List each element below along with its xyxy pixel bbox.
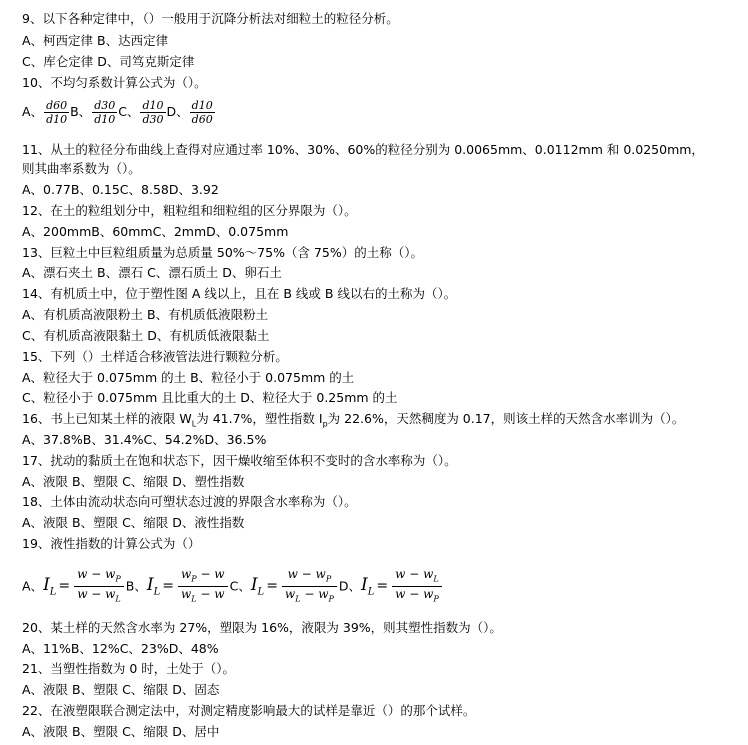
q15-options-1: A、粒径大于 0.075mm 的土 B、粒径小于 0.075mm 的土 [22,370,355,385]
q9-options-1: A、柯西定律 B、达西定律 [22,33,169,48]
q10-label-a: A、 [22,104,44,119]
q19-lhs-a: $I_L$ [43,575,57,598]
question-12: 12、在土的粒组划分中，粗粒组和细粒组的区分界限为（）。 [22,203,357,218]
q14-options-1: A、有机质高液限粉土 B、有机质低液限粉土 [22,307,269,322]
q19-lhs-b: $I_L$ [146,575,161,598]
q19-fraction-d: $\frac{w - w_L}{w - w_P}$ [392,567,442,607]
q19-lhs-d: $I_L$ [361,575,375,598]
q22-options: A、液限 B、塑限 C、缩限 D、居中 [22,724,220,739]
question-11-cont: 则其曲率系数为（）。 [22,161,141,176]
q19-formula-options: A、$I_L$ = $\frac{w - w_P}{w - w_L}$ B、$I_L$ = $\frac{w_P - w}{w_L - w}$ C、$I_L$ = $\frac{w - w_P}{w_L - w_P}$ D、$I_L$ = $\frac{w - w_L}{w - w_P}$ [22,567,444,607]
q18-options: A、液限 B、塑限 C、缩限 D、液性指数 [22,515,245,530]
q9-options-2: C、库仑定律 D、司笃克斯定律 [22,54,195,69]
q10-label-b: B、 [70,104,92,119]
q19-fraction-c: $\frac{w - w_P}{w_L - w_P}$ [282,567,337,607]
question-14: 14、有机质土中，位于塑性图 A 线以上，且在 B 线或 B 线以右的土称为（）。 [22,286,457,301]
q20-options: A、11%B、12%C、23%D、48% [22,641,219,656]
question-20: 20、某土样的天然含水率为 27%，塑限为 16%，液限为 39%，则其塑性指数为（）。 [22,620,502,635]
q19-lhs-c: $I_L$ [250,575,265,598]
question-21: 21、当塑性指数为 0 时，土处于（）。 [22,661,236,676]
question-10: 10、不均匀系数计算公式为（）。 [22,75,207,90]
q16-options: A、37.8%B、31.4%C、54.2%D、36.5% [22,432,267,447]
q10-label-d: D、 [166,104,189,119]
question-15: 15、下列（）土样适合移液管法进行颗粒分析。 [22,349,288,364]
question-22: 22、在液塑限联合测定法中，对测定精度影响最大的试样是靠近（）的那个试样。 [22,703,476,718]
q19-fraction-a: $\frac{w - w_P}{w - w_L}$ [74,567,124,607]
question-11: 11、从土的粒径分布曲线上查得对应通过率 10%、30%、60%的粒径分别为 0.0065mm、0.0112mm 和 0.0250mm， [22,142,704,157]
question-18: 18、土体由流动状态向可塑状态过渡的界限含水率称为（）。 [22,494,357,509]
q11-options: A、0.77B、0.15C、8.58D、3.92 [22,182,219,197]
q10-fraction-c: $\frac{d10}{d30}$ [142,99,164,126]
q17-options: A、液限 B、塑限 C、缩限 D、塑性指数 [22,474,245,489]
q21-options: A、液限 B、塑限 C、缩限 D、固态 [22,682,220,697]
q10-fraction-a: $\frac{d60}{d10}$ [46,99,68,126]
q10-formula-options [22,99,216,126]
q10-label-c: C、 [118,104,140,119]
q14-options-2: C、有机质高液限黏土 D、有机质低液限黏土 [22,328,270,343]
question-13: 13、巨粒土中巨粒组质量为总质量 50%～75%（含 75%）的土称（）。 [22,245,423,260]
q13-options: A、漂石夹土 B、漂石 C、漂石质土 D、卵石土 [22,265,282,280]
question-16: 16、书上已知某土样的液限 $W_L$为 41.7%，塑性指数 $I_p$为 22.6%，天然稠度为 0.17，则该土样的天然含水率训为（）。 [22,411,685,429]
question-19: 19、液性指数的计算公式为（） [22,536,201,551]
q12-options: A、200mmB、60mmC、2mmD、0.075mm [22,224,289,239]
q19-fraction-b: $\frac{w_P - w}{w_L - w}$ [178,567,228,607]
q10-fraction-d: $\frac{d10}{d60}$ [191,99,213,126]
q10-fraction-b: $\frac{d30}{d10}$ [94,99,116,126]
question-9: 9、以下各种定律中，（）一般用于沉降分析法对细粒土的粒径分析。 [22,11,399,26]
question-17: 17、扰动的黏质土在饱和状态下，因干燥收缩至体积不变时的含水率称为（）。 [22,453,457,468]
q15-options-2: C、粒径小于 0.075mm 且比重大的土 D、粒径大于 0.25mm 的土 [22,390,398,405]
